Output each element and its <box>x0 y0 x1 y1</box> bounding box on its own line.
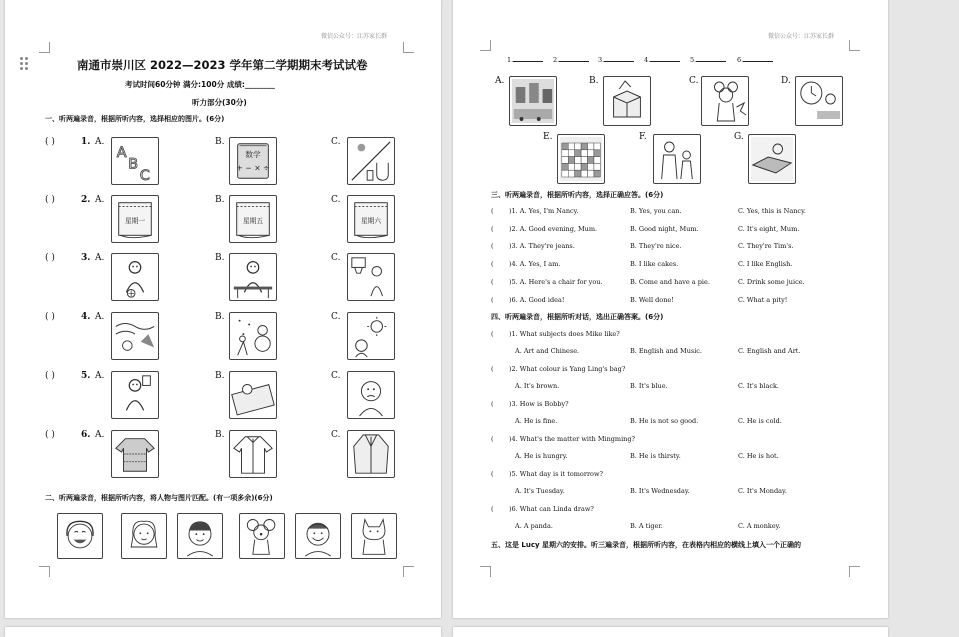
option-label: C. <box>331 312 341 322</box>
question-option-c: C. Drink some juice. <box>738 277 805 286</box>
option-label: A. <box>95 371 105 381</box>
margin-corner <box>849 566 860 577</box>
question-option-b: B. A tiger. <box>630 522 663 530</box>
mouse-angry-icon[interactable] <box>701 76 749 126</box>
margin-corner <box>480 566 491 577</box>
option-label: G. <box>734 132 744 142</box>
section1-heading: 一、听两遍录音，根据所听内容，选择相应的图片。(6分) <box>45 115 225 123</box>
clock-dinner-icon[interactable] <box>795 76 843 126</box>
question-number: 4. <box>81 312 91 322</box>
mouse-character-icon[interactable] <box>239 513 285 559</box>
option-label: F. <box>639 132 647 142</box>
timetable-icon[interactable] <box>557 134 605 184</box>
question-option-b: B. He is not so good. <box>630 417 699 425</box>
question-option-a: A. Art and Chinese. <box>515 347 580 355</box>
answer-paren[interactable]: ( ) <box>45 137 55 147</box>
answer-paren[interactable]: ( <box>491 295 494 304</box>
blank-line <box>559 60 589 62</box>
blank-number: 2. <box>553 56 560 64</box>
answer-blank[interactable] <box>737 56 773 64</box>
answer-paren[interactable]: ( <box>491 224 494 233</box>
answer-blank[interactable] <box>644 56 680 64</box>
option-label: A. <box>95 195 105 205</box>
option-label: A. <box>95 312 105 322</box>
girl-portrait-icon[interactable] <box>121 513 167 559</box>
teacher-students-icon[interactable] <box>653 134 701 184</box>
option-label: B. <box>215 253 225 263</box>
option-label: B. <box>215 137 225 147</box>
sweater-icon[interactable] <box>111 430 159 478</box>
question-option-b: B. Yes, you can. <box>630 207 682 215</box>
margin-corner <box>39 566 50 577</box>
option-label: B. <box>215 312 225 322</box>
blank-number: 4. <box>644 56 651 64</box>
question-option-a: )4. A. Yes, I am. <box>509 260 561 269</box>
answer-paren[interactable]: ( <box>491 277 494 286</box>
shirt-icon[interactable] <box>229 430 277 478</box>
answer-paren[interactable]: ( ) <box>45 195 55 205</box>
answer-blank[interactable] <box>598 56 634 64</box>
answer-blank[interactable] <box>507 56 543 64</box>
answer-paren[interactable]: ( ) <box>45 312 55 322</box>
question-option-a: A. It's Tuesday. <box>515 487 565 495</box>
answer-paren[interactable]: ( ) <box>45 430 55 440</box>
playing-ping-pong-icon[interactable] <box>229 253 277 301</box>
blank-number: 1. <box>507 56 514 64</box>
question-option-b: B. He is thirsty. <box>630 452 681 460</box>
question-option-c: C. He is hot. <box>738 452 779 460</box>
exam-title: 南通市崇川区 2022—2023 学年第二学期期末考试试卷 <box>77 58 368 72</box>
calendar-saturday-icon[interactable] <box>347 195 395 243</box>
option-label: B. <box>215 371 225 381</box>
svg-text:B: B <box>128 156 139 173</box>
question-text: )6. What can Linda draw? <box>509 505 594 513</box>
answer-blank[interactable] <box>690 56 726 64</box>
sunny-weather-icon[interactable] <box>347 312 395 360</box>
answer-paren[interactable]: ( <box>491 505 494 513</box>
coat-icon[interactable] <box>347 430 395 478</box>
blank-line <box>743 60 773 62</box>
question-option-c: C. Yes, this is Nancy. <box>738 207 806 215</box>
question-number: 1. <box>81 137 91 147</box>
option-label: C. <box>689 76 699 86</box>
question-option-a: A. He is fine. <box>515 417 558 425</box>
section3-heading: 三、听两遍录音，根据所听内容，选择正确应答。(6分) <box>491 191 664 199</box>
playing-football-icon[interactable] <box>111 253 159 301</box>
watermark: 微信公众号：江苏家长群 <box>768 33 835 40</box>
question-option-a: )6. A. Good idea! <box>509 295 565 304</box>
drawing-table-icon[interactable] <box>748 134 796 184</box>
answer-paren[interactable]: ( <box>491 400 494 408</box>
option-label: B. <box>215 430 225 440</box>
question-option-a: A. A panda. <box>515 522 553 530</box>
svg-text:星期五: 星期五 <box>242 216 264 225</box>
section5-heading: 五、这是 Lucy 星期六的安排。听三遍录音，根据所听内容，在表格内相应的横线上填入一个正确的 <box>491 541 802 549</box>
laughing-girl-icon[interactable] <box>57 513 103 559</box>
question-number: 5. <box>81 371 91 381</box>
question-option-a: )3. A. They're jeans. <box>509 242 575 251</box>
option-label: B. <box>215 195 225 205</box>
question-option-a: A. He is hungry. <box>515 452 568 460</box>
question-option-b: B. They're nice. <box>630 242 682 251</box>
exam-page-2 <box>453 0 888 618</box>
answer-paren[interactable]: ( <box>491 242 494 251</box>
abc-letters-icon[interactable] <box>111 137 159 185</box>
box-gift-icon[interactable] <box>603 76 651 126</box>
option-label: C. <box>331 137 341 147</box>
option-label: C. <box>331 430 341 440</box>
question-option-c: C. It's Monday. <box>738 487 787 495</box>
snowy-weather-icon[interactable] <box>229 312 277 360</box>
option-label: C. <box>331 371 341 381</box>
question-option-c: C. He is cold. <box>738 417 782 425</box>
sleeping-boy-icon[interactable] <box>229 371 277 419</box>
section4-heading: 四、听两遍录音，根据所听对话，选出正确答案。(6分) <box>491 313 664 321</box>
svg-text:星期六: 星期六 <box>360 216 382 225</box>
city-traffic-icon[interactable] <box>509 76 557 126</box>
math-book-icon[interactable] <box>229 137 277 185</box>
exam-page-1 <box>5 0 441 618</box>
listening-header: 听力部分(30分) <box>192 98 247 107</box>
exam-page-3 <box>5 627 441 637</box>
question-option-c: C. It's eight, Mum. <box>738 224 800 233</box>
option-label: C. <box>331 195 341 205</box>
question-option-a: )5. A. Here's a chair for you. <box>509 277 603 286</box>
svg-text:C: C <box>139 168 150 184</box>
answer-paren[interactable]: ( <box>491 330 494 338</box>
question-option-b: B. It's Wednesday. <box>630 487 690 495</box>
question-number: 6. <box>81 430 91 440</box>
option-label: A. <box>95 137 105 147</box>
margin-corner <box>480 40 491 51</box>
question-option-a: )2. A. Good evening, Mum. <box>509 224 598 233</box>
exam-info: 考试时间60分钟 满分:100分 成绩:________ <box>125 80 275 89</box>
answer-paren[interactable]: ( <box>491 365 494 373</box>
question-text: )1. What subjects does Mike like? <box>509 330 620 338</box>
watermark: 微信公众号：江苏家长群 <box>321 33 388 40</box>
playing-basketball-icon[interactable] <box>347 253 395 301</box>
blank-line <box>650 60 680 62</box>
question-option-c: C. It's black. <box>738 382 780 390</box>
calendar-friday-icon[interactable] <box>229 195 277 243</box>
question-option-b: B. Come and have a pie. <box>630 277 710 286</box>
question-text: )2. What colour is Yang Ling's bag? <box>509 365 626 373</box>
question-option-c: C. I like English. <box>738 260 793 269</box>
question-option-a: )1. A. Yes, I'm Nancy. <box>509 207 579 215</box>
question-option-b: B. It's blue. <box>630 382 668 390</box>
answer-blank[interactable] <box>553 56 589 64</box>
answer-paren[interactable]: ( <box>491 207 494 215</box>
exam-page-4 <box>453 627 888 637</box>
blank-number: 3. <box>598 56 605 64</box>
thirsty-boy-icon[interactable] <box>111 371 159 419</box>
option-label: B. <box>589 76 599 86</box>
answer-paren[interactable]: ( ) <box>45 253 55 263</box>
question-option-c: C. A monkey. <box>738 522 781 530</box>
drag-handle-icon[interactable] <box>20 57 28 71</box>
windy-weather-icon[interactable] <box>111 312 159 360</box>
svg-text:A: A <box>116 145 127 162</box>
question-option-b: B. Good night, Mum. <box>630 224 699 233</box>
question-text: )4. What's the matter with Mingming? <box>509 435 636 443</box>
calendar-monday-icon[interactable] <box>111 195 159 243</box>
svg-text:星期一: 星期一 <box>124 216 146 225</box>
svg-text:+ − × ÷: + − × ÷ <box>236 163 270 173</box>
question-option-b: B. English and Music. <box>630 347 702 355</box>
answer-paren[interactable]: ( <box>491 260 494 269</box>
cat-character-icon[interactable] <box>351 513 397 559</box>
question-option-b: B. I like cakes. <box>630 260 679 269</box>
option-label: C. <box>331 253 341 263</box>
margin-corner <box>39 42 50 53</box>
section2-heading: 二、听两遍录音，根据所听内容，将人物与图片匹配。(有一项多余)(6分) <box>45 494 273 502</box>
answer-paren[interactable]: ( <box>491 470 494 478</box>
answer-paren[interactable]: ( ) <box>45 371 55 381</box>
question-option-b: B. Well done! <box>630 295 674 304</box>
blank-line <box>696 60 726 62</box>
answer-paren[interactable]: ( <box>491 435 494 443</box>
margin-corner <box>849 40 860 51</box>
science-lab-icon[interactable] <box>347 137 395 185</box>
question-option-a: A. It's brown. <box>515 382 560 390</box>
sad-boy-icon[interactable] <box>347 371 395 419</box>
blank-number: 5. <box>690 56 697 64</box>
question-option-c: C. What a pity! <box>738 295 788 304</box>
boy-portrait-icon[interactable] <box>177 513 223 559</box>
question-number: 2. <box>81 195 91 205</box>
blank-line <box>513 60 543 62</box>
question-number: 3. <box>81 253 91 263</box>
margin-corner <box>403 566 414 577</box>
option-label: A. <box>95 253 105 263</box>
question-option-c: C. English and Art. <box>738 347 801 355</box>
option-label: E. <box>543 132 553 142</box>
blank-line <box>604 60 634 62</box>
option-label: A. <box>95 430 105 440</box>
svg-text:数学: 数学 <box>245 150 261 160</box>
option-label: D. <box>781 76 791 86</box>
option-label: A. <box>495 76 505 86</box>
margin-corner <box>403 42 414 53</box>
question-option-c: C. They're Tim's. <box>738 242 794 251</box>
smiling-boy-icon[interactable] <box>295 513 341 559</box>
question-text: )5. What day is it tomorrow? <box>509 470 604 478</box>
question-text: )3. How is Bobby? <box>509 400 569 408</box>
blank-number: 6. <box>737 56 744 64</box>
